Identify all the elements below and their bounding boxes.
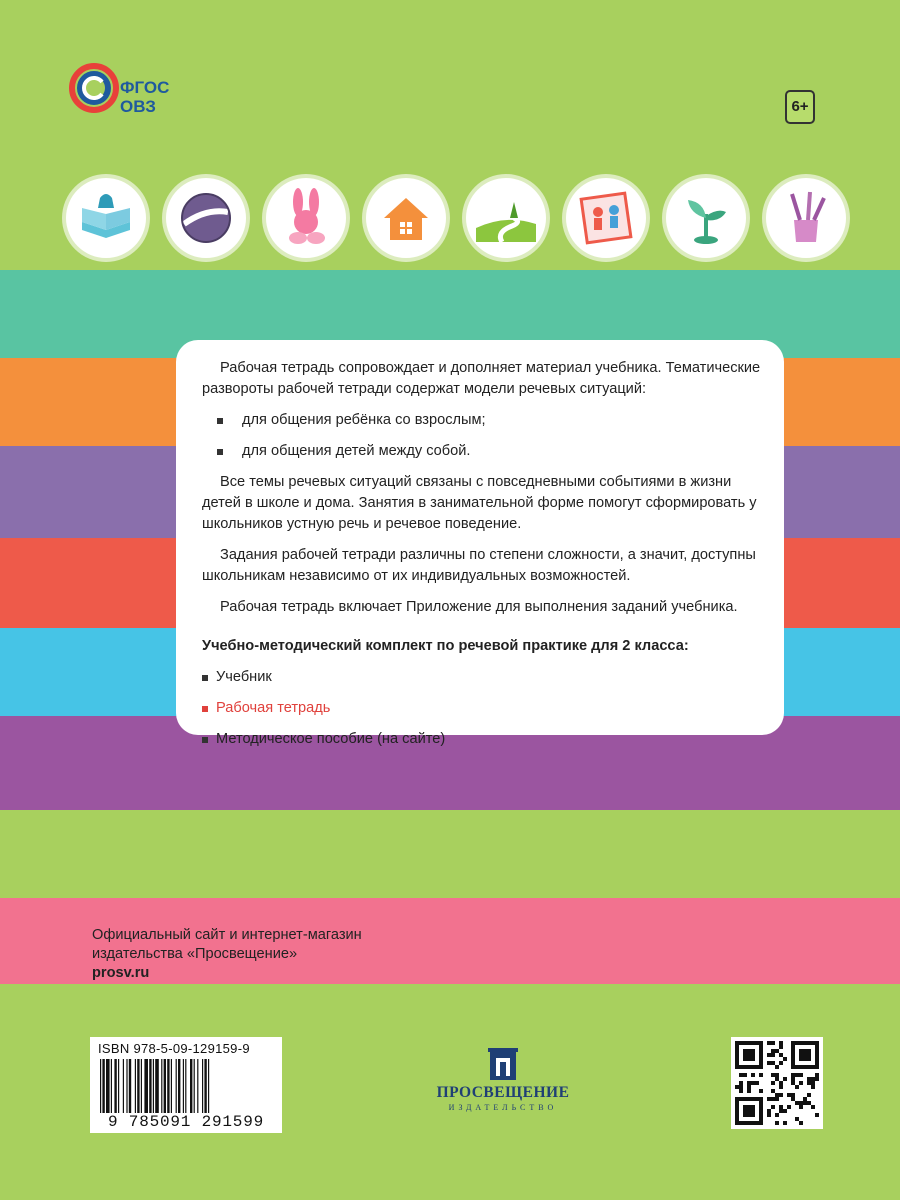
- description-card: [176, 340, 784, 747]
- bullet-text: для общения детей между собой.: [242, 443, 471, 459]
- logo-line2: ОВЗ: [120, 97, 156, 116]
- plant-icon: [666, 178, 746, 258]
- publisher-book-icon: [488, 1048, 518, 1082]
- fgos-logo-icon: [66, 60, 126, 120]
- description-paragraph-4: Рабочая тетрадь включает Приложение для выполнения заданий учебника.: [220, 599, 738, 615]
- kit-title: Учебно-методический комплект по речевой практике для 2 класса:: [202, 638, 689, 654]
- isbn-barcode: [90, 1037, 282, 1133]
- bunny-toy-icon: [266, 178, 346, 258]
- bullet-item: [202, 441, 762, 462]
- age-rating-badge: 6+: [785, 90, 815, 124]
- book-bell-icon: [66, 178, 146, 258]
- isbn-label: ISBN 978-5-09-129159-9: [98, 1041, 250, 1056]
- description-paragraph-1: Рабочая тетрадь сопровождает и дополняет материал учебника. Тематические развороты рабочей тетради содержат модели речевых ситуаций:: [202, 360, 761, 397]
- ball-icon: [166, 178, 246, 258]
- publisher-name: ПРОСВЕЩЕНИЕ: [436, 1084, 570, 1101]
- kit-item-textbook: Учебник: [202, 667, 762, 688]
- barcode-digits: 9 785091 291599: [107, 1113, 265, 1131]
- children-picture-icon: [566, 178, 646, 258]
- bullet-text: для общения ребёнка со взрослым;: [242, 412, 486, 428]
- house-icon: [366, 178, 446, 258]
- kit-item-manual: Методическое пособие (на сайте): [202, 729, 762, 750]
- site-line1: Официальный сайт и интернет-магазин: [92, 927, 362, 943]
- publisher-logo: [418, 1048, 588, 1118]
- qr-code-icon: [735, 1041, 819, 1125]
- kit-item-workbook: Рабочая тетрадь: [202, 698, 762, 719]
- logo-line1: ФГОС: [120, 78, 170, 97]
- theme-icons-row: [66, 178, 846, 258]
- description-paragraph-2: Все темы речевых ситуаций связаны с повседневными событиями в жизни детей в школе и дома. Занятия в занимательной форме помогут сформировать у школьников устную речь и речевое поведение.: [202, 474, 757, 532]
- publisher-subtitle: ИЗДАТЕЛЬСТВО: [448, 1103, 558, 1112]
- barcode-icon: [98, 1059, 274, 1113]
- publisher-site-info: [92, 926, 362, 983]
- bullet-item: [202, 410, 762, 431]
- logo-text: [120, 78, 169, 116]
- qr-code[interactable]: [731, 1037, 823, 1129]
- site-line2: издательства «Просвещение»: [92, 946, 298, 962]
- brushes-cup-icon: [766, 178, 846, 258]
- road-landscape-icon: [466, 178, 546, 258]
- site-url[interactable]: prosv.ru: [92, 965, 150, 981]
- description-paragraph-3: Задания рабочей тетради различны по степени сложности, а значит, доступны школьникам независимо от их индивидуальных возможностей.: [202, 547, 756, 584]
- stripe-green-mid: [0, 810, 900, 898]
